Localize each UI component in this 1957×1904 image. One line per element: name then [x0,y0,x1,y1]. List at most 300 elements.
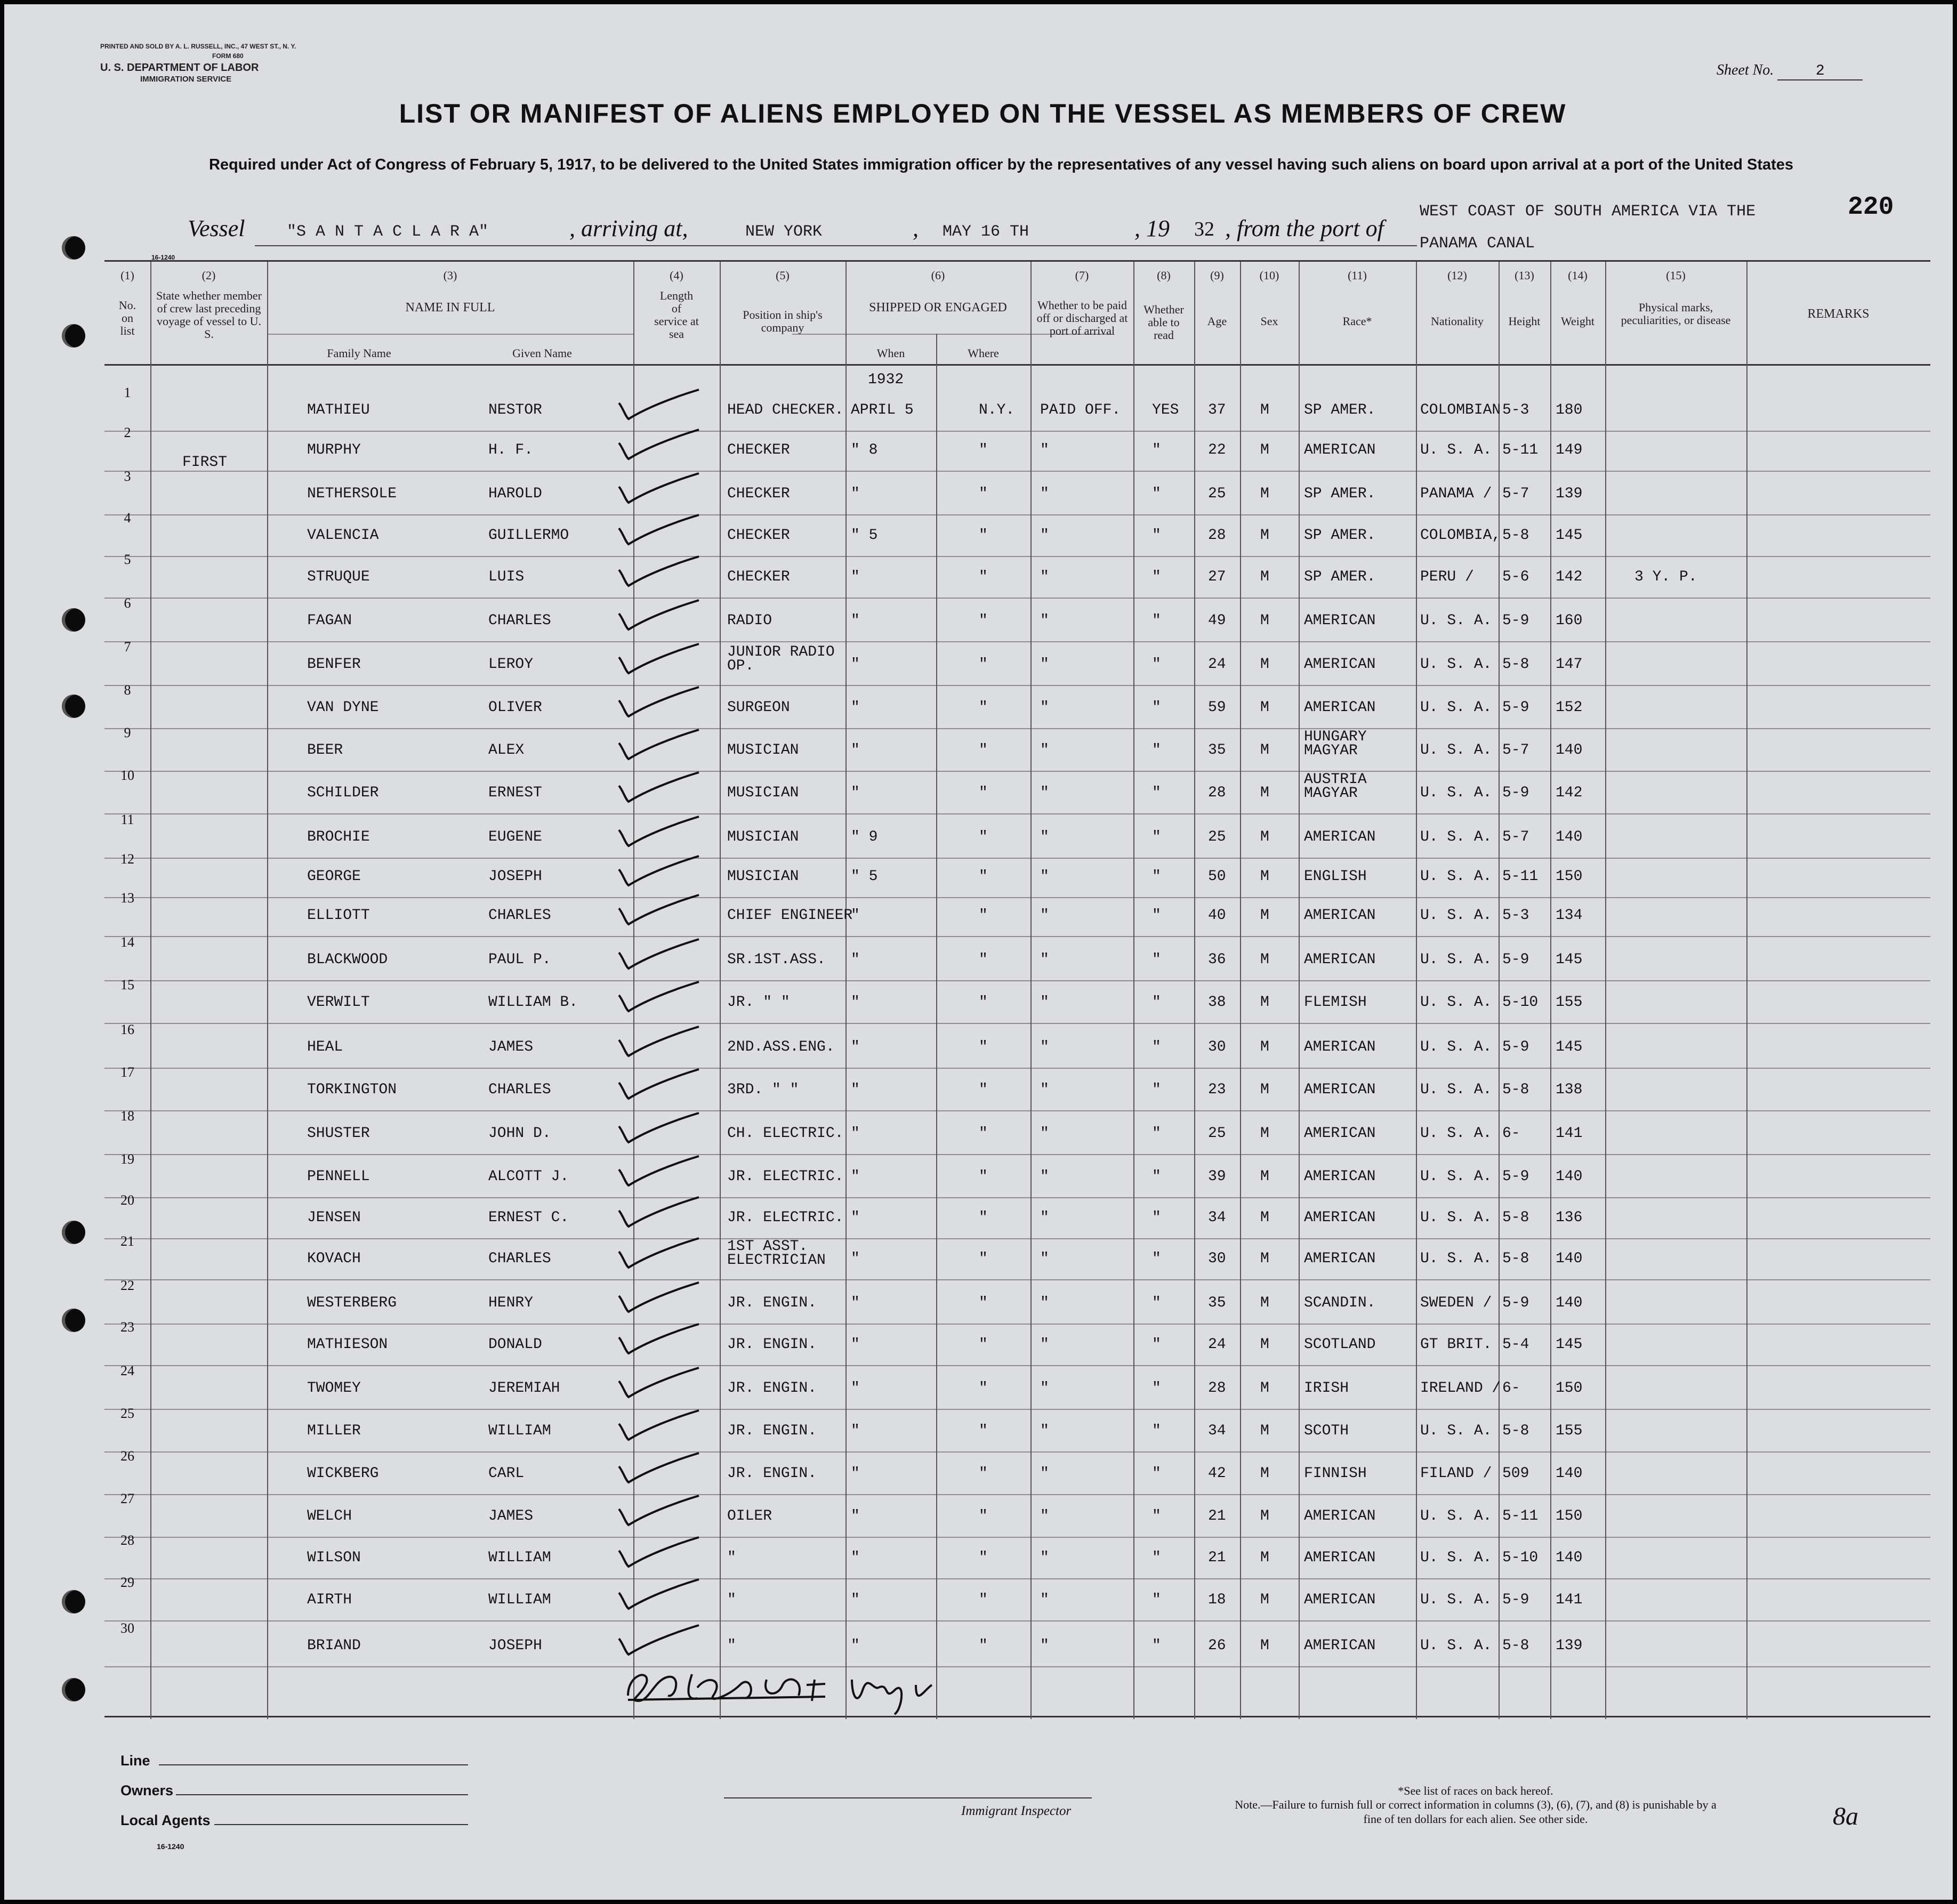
cell-position: MUSICIAN [727,868,799,885]
cell-where: " [979,1637,988,1654]
cell-age: 36 [1208,951,1226,968]
cell-family: WILSON [307,1550,361,1566]
vessel-underline [255,245,1417,246]
row-rule [104,471,1930,472]
cell-nationality: COLOMBIA, [1420,527,1501,544]
col12-header: Nationality [1431,314,1484,328]
cell-height: 5-8 [1502,1250,1529,1267]
cell-read: " [1152,742,1161,759]
cell-paid: " [1040,1168,1049,1185]
row-rule [104,1110,1930,1111]
cell-paid: " [1040,1039,1049,1055]
checkmark-icon [614,427,704,464]
cell-weight: 152 [1556,699,1583,716]
cell-no: 1 [124,385,131,400]
date-comma: , [913,215,919,241]
cell-no: 26 [120,1448,134,1464]
cell-nationality: U. S. A. [1420,994,1492,1011]
col2-header: State whether member of crew last preceding voyage of vessel to U. S. [156,289,262,341]
cell-race: SP AMER. [1304,486,1376,502]
cell-sex: M [1260,1336,1269,1353]
cell-no: 5 [124,552,131,567]
cell-height: 5-10 [1502,994,1539,1011]
cell-age: 34 [1208,1423,1226,1439]
cell-weight: 141 [1556,1125,1583,1142]
cell-when: " [851,699,860,716]
cell-read: " [1152,656,1161,673]
cell-given: ERNEST C. [488,1209,569,1226]
cell-height: 5-8 [1502,1637,1529,1654]
cell-read: " [1152,1550,1161,1566]
cell-weight: 139 [1556,1637,1583,1654]
cell-given: NESTOR [488,402,542,418]
cell-family: MATHIEU [307,402,370,418]
cell-height: 5-7 [1502,829,1529,845]
cell-when: " [851,656,860,673]
year-prefix: , 19 [1134,215,1170,241]
cell-position: " [727,1550,736,1566]
cell-given: LUIS [488,569,525,585]
cell-sex: M [1260,1039,1269,1055]
cell-where: " [979,1550,988,1566]
cell-weight: 142 [1556,569,1583,585]
cell-read: " [1152,1039,1161,1055]
cell-height: 5-9 [1502,612,1529,629]
department-name: U. S. DEPARTMENT OF LABOR [100,62,259,74]
cell-position: MUSICIAN [727,829,799,845]
cell-age: 22 [1208,442,1226,458]
sheet-label: Sheet No. [1717,62,1774,78]
table-row [104,385,1930,430]
col6-header: SHIPPED OR ENGAGED [869,301,1007,314]
row-rule [104,1154,1930,1155]
cell-paid: " [1040,1082,1049,1098]
cell-sex: M [1260,1082,1269,1098]
cell-sex: M [1260,402,1269,418]
row-rule [104,641,1930,642]
cell-height: 5-7 [1502,742,1529,759]
table-row [104,725,1930,770]
cell-height: 5-11 [1502,1508,1539,1524]
cell-given: WILLIAM [488,1550,551,1566]
cell-sex: M [1260,951,1269,968]
cell-sex: M [1260,1550,1269,1566]
table-row [104,1620,1930,1665]
cell-family: WELCH [307,1508,352,1524]
row-rule [104,1537,1930,1538]
owners-label: Owners [120,1782,174,1798]
cell-weight: 140 [1556,1168,1583,1185]
row-rule [104,897,1930,898]
col-rule [1194,262,1195,1719]
cell-where: " [979,1592,988,1608]
cell-position: CHIEF ENGINEER [727,907,853,924]
form-number: FORM 680 [212,52,244,60]
col14-num: (14) [1568,269,1588,282]
sheet-number [1717,62,1863,80]
cell-family: FAGAN [307,612,352,629]
table-row [104,977,1930,1022]
cell-paid: " [1040,907,1049,924]
cell-when: " [851,1508,860,1524]
from-port-label: , from the port of [1225,215,1384,241]
cell-given: JOSEPH [488,868,542,885]
cell-paid: " [1040,742,1049,759]
cell-read: " [1152,1250,1161,1267]
cell-family: BEER [307,742,343,759]
cell-read: " [1152,994,1161,1011]
cell-race: SP AMER. [1304,527,1376,544]
cell-no: 9 [124,725,131,740]
cell-where: " [979,442,988,458]
cell-nationality: PANAMA / [1420,486,1492,502]
col-rule [1299,262,1300,1719]
cell-read: " [1152,1380,1161,1397]
cell-position: " [727,1637,736,1654]
cell-nationality: COLOMBIAN [1420,402,1501,418]
row-rule [104,431,1930,432]
cell-paid: " [1040,442,1049,458]
cell-height: 5-8 [1502,1082,1529,1098]
col-rule [1746,262,1747,1719]
cell-position: CH. ELECTRIC. [727,1125,844,1142]
cell-given: WILLIAM B. [488,994,578,1011]
cell-where: " [979,1039,988,1055]
binder-hole [62,1221,85,1244]
cell-no: 29 [120,1575,134,1590]
cell-paid: " [1040,527,1049,544]
cell-age: 28 [1208,527,1226,544]
cell-weight: 142 [1556,785,1583,801]
cell-where: " [979,907,988,924]
cell-position: JR. ENGIN. [727,1380,817,1397]
cell-no: 4 [124,510,131,526]
cell-position: JR. ENGIN. [727,1465,817,1482]
cell-where: " [979,527,988,544]
year-note: 1932 [868,372,904,388]
cell-where: " [979,1336,988,1353]
col3b-header: Given Name [512,346,572,360]
cell-sex: M [1260,569,1269,585]
cell-height: 5-7 [1502,486,1529,502]
checkmark-icon [614,979,704,1016]
cell-sex: M [1260,907,1269,924]
cell-race: FINNISH [1304,1465,1367,1482]
cell-age: 21 [1208,1550,1226,1566]
col5-header: Position in ship's company [743,308,823,334]
col-rule [150,262,151,1719]
cell-read: " [1152,1168,1161,1185]
cell-read: " [1152,1125,1161,1142]
cell-when: " [851,1168,860,1185]
arrival-port: NEW YORK [745,223,823,241]
cell-race: SP AMER. [1304,402,1376,418]
cell-read: " [1152,1465,1161,1482]
cell-family: JENSEN [307,1209,361,1226]
cell-where: " [979,951,988,968]
col3-num: (3) [443,269,457,282]
binder-hole [62,1678,85,1701]
cell-position: JR. ELECTRIC. [727,1168,844,1185]
cell-weight: 150 [1556,1508,1583,1524]
cell-race: FLEMISH [1304,994,1367,1011]
cell-family: VERWILT [307,994,370,1011]
remarks-header: REMARKS [1807,307,1870,321]
cell-age: 24 [1208,1336,1226,1353]
table-row [104,1532,1930,1577]
cell-nationality: U. S. A. [1420,1168,1492,1185]
col4-num: (4) [670,269,683,282]
cell-race: AMERICAN [1304,907,1376,924]
departure-port-line2: PANAMA CANAL [1420,235,1535,253]
cell-family: MILLER [307,1423,361,1439]
cell-position: 1ST ASST. ELECTRICIAN [727,1238,826,1269]
cell-height: 5-9 [1502,1295,1529,1311]
cell-sex: M [1260,442,1269,458]
cell-when: " [851,742,860,759]
cell-where: " [979,1082,988,1098]
col-rule [845,262,847,1719]
corner-handwritten-mark: 8a [1833,1802,1858,1830]
cell-nationality: U. S. A. [1420,699,1492,716]
cell-family: SCHILDER [307,785,379,801]
vessel-name: "S A N T A C L A R A" [287,223,489,241]
binder-hole [62,695,85,718]
checkmark-icon [614,512,704,550]
cell-age: 49 [1208,612,1226,629]
cell-weight: 140 [1556,1465,1583,1482]
table-row [104,1192,1930,1237]
checkmark-icon [614,1623,704,1660]
cell-height: 5-8 [1502,656,1529,673]
cell-position: 3RD. " " [727,1082,799,1098]
cell-given: JAMES [488,1039,534,1055]
cell-given: ALEX [488,742,525,759]
checkmark-icon [614,1067,704,1104]
cell-where: " [979,699,988,716]
cell-where: " [979,829,988,845]
row-rule [104,1451,1930,1453]
table-row [104,682,1930,727]
cell-sex: M [1260,1125,1269,1142]
cell-paid: " [1040,1336,1049,1353]
row-rule [104,1666,1930,1667]
cell-height: 5-11 [1502,442,1539,458]
vessel-label: Vessel [188,215,245,241]
owners-blank [176,1794,468,1795]
cell-no: 28 [120,1532,134,1548]
cell-nationality: U. S. A. [1420,1250,1492,1267]
col8-header: Whether able to read [1143,303,1184,342]
page-subtitle: Required under Act of Congress of February 5, 1917, to be delivered to the United States immigration officer by the representatives of any vessel having such aliens on board upon arrival at a port of the United States [208,156,1794,173]
col8-num: (8) [1157,269,1171,282]
cell-weight: 141 [1556,1592,1583,1608]
cell-nationality: U. S. A. [1420,829,1492,845]
cell-read: " [1152,569,1161,585]
cell-age: 42 [1208,1465,1226,1482]
cell-paid: " [1040,699,1049,716]
cell-no: 17 [120,1064,134,1080]
cell-family: ELLIOTT [307,907,370,924]
col-rule [1499,262,1500,1719]
cell-read: " [1152,442,1161,458]
cell-paid: " [1040,656,1049,673]
inspector-label: Immigrant Inspector [961,1804,1072,1818]
cell-when: " [851,569,860,585]
cell-where: " [979,569,988,585]
cell-height: 5-6 [1502,569,1529,585]
cell-no: 20 [120,1192,134,1208]
cell-when: " [851,1380,860,1397]
cell-race: SP AMER. [1304,569,1376,585]
cell-given: JOSEPH [488,1637,542,1654]
cell-race: AMERICAN [1304,1637,1376,1654]
cell-race: HUNGARY MAGYAR [1304,729,1367,759]
cell-given: JOHN D. [488,1125,551,1142]
cell-family: GEORGE [307,868,361,885]
cell-age: 28 [1208,785,1226,801]
cell-sex: M [1260,1250,1269,1267]
cell-read: " [1152,951,1161,968]
cell-family: STRUQUE [307,569,370,585]
col12-num: (12) [1447,269,1467,282]
footer-form-code: 16-1240 [157,1842,184,1851]
checkmark-icon [614,471,704,508]
cell-nationality: U. S. A. [1420,1592,1492,1608]
cell-no: 23 [120,1319,134,1335]
table-row [104,851,1930,896]
checkmark-icon [614,1365,704,1402]
cell-given: CARL [488,1465,525,1482]
cell-paid: " [1040,612,1049,629]
col4-header: Length of service at sea [654,289,699,341]
cell-when: " [851,1125,860,1142]
cell-read: " [1152,1592,1161,1608]
checkmark-icon [614,684,704,722]
cell-weight: 150 [1556,1380,1583,1397]
cell-given: CHARLES [488,907,551,924]
cell-sex: M [1260,699,1269,716]
crew-table [104,260,1930,1717]
cell-paid: PAID OFF. [1040,402,1121,418]
cell-sex: M [1260,829,1269,845]
col10-header: Sex [1260,314,1278,328]
cell-when: " 5 [851,527,878,544]
cell-read: " [1152,785,1161,801]
cell-age: 59 [1208,699,1226,716]
checkmark-icon [614,814,704,851]
checkmark-icon [614,937,704,974]
fine-note: Note.—Failure to furnish full or correct information in columns (3), (6), (7), and (8) is punishable by a fine of ten dollars for each alien. See other side. [1235,1798,1717,1826]
cell-no: 13 [120,890,134,906]
cell-height: 5-4 [1502,1336,1529,1353]
col11-num: (11) [1348,269,1367,282]
cell-no: 11 [120,812,134,827]
cell-paid: " [1040,1380,1049,1397]
cell-height: 5-3 [1502,907,1529,924]
cell-sex: M [1260,612,1269,629]
cell-family: MATHIESON [307,1336,388,1353]
cell-given: ALCOTT J. [488,1168,569,1185]
col-rule [1550,262,1551,1719]
checkmark-icon [614,641,704,679]
cell-read: " [1152,699,1161,716]
table-row [104,1233,1930,1278]
cell-height: 5-9 [1502,699,1529,716]
cell-paid: " [1040,1637,1049,1654]
cell-nationality: PERU / [1420,569,1474,585]
cell-family: KOVACH [307,1250,361,1267]
row-rule [104,858,1930,859]
row-rule [104,1409,1930,1410]
cell-position: CHECKER [727,486,790,502]
cell-age: 25 [1208,1125,1226,1142]
table-row [104,1406,1930,1450]
col2-num: (2) [202,269,216,282]
cell-where: " [979,785,988,801]
cell-age: 35 [1208,1295,1226,1311]
cell-position: JR. ENGIN. [727,1423,817,1439]
cell-nationality: U. S. A. [1420,742,1492,759]
cell-given: JAMES [488,1508,534,1524]
col-rule [1133,262,1134,1719]
arrival-date: MAY 16 TH [943,223,1029,241]
agents-blank [214,1824,468,1825]
cell-read: " [1152,868,1161,885]
cell-weight: 145 [1556,1039,1583,1055]
cell-family: HEAL [307,1039,343,1055]
cell-position: SURGEON [727,699,790,716]
cell-given: LEROY [488,656,534,673]
cell-height: 5-3 [1502,402,1529,418]
col7-num: (7) [1075,269,1089,282]
col9-header: Age [1207,314,1227,328]
cell-where: " [979,612,988,629]
table-row [104,1363,1930,1408]
col6a-header: When [876,346,905,360]
cell-given: HENRY [488,1295,534,1311]
cell-no: 24 [120,1363,134,1378]
service-name: IMMIGRATION SERVICE [140,75,232,84]
cell-no: 14 [120,934,134,950]
cell-race: AMERICAN [1304,1592,1376,1608]
cell-sex: M [1260,868,1269,885]
cell-family: TORKINGTON [307,1082,397,1098]
checkmark-icon [614,387,704,424]
table-row [104,1108,1930,1153]
cell-height: 5-10 [1502,1550,1539,1566]
inspector-signature [617,1658,959,1717]
cell-when: " [851,1209,860,1226]
cell-family: SHUSTER [307,1125,370,1142]
cell-paid: " [1040,829,1049,845]
cell-position: HEAD CHECKER. [727,402,844,418]
cell-paid: " [1040,868,1049,885]
cell-where: " [979,1380,988,1397]
cell-sex: M [1260,994,1269,1011]
cell-position: JR. ELECTRIC. [727,1209,844,1226]
cell-family: BRIAND [307,1637,361,1654]
cell-no: 3 [124,469,131,484]
cell-position: " [727,1592,736,1608]
cell-when: " [851,994,860,1011]
col13-num: (13) [1515,269,1534,282]
cell-race: AMERICAN [1304,442,1376,458]
cell-position: CHECKER [727,527,790,544]
cell-nationality: U. S. A. [1420,1209,1492,1226]
cell-given: OLIVER [488,699,542,716]
table-row [104,552,1930,596]
